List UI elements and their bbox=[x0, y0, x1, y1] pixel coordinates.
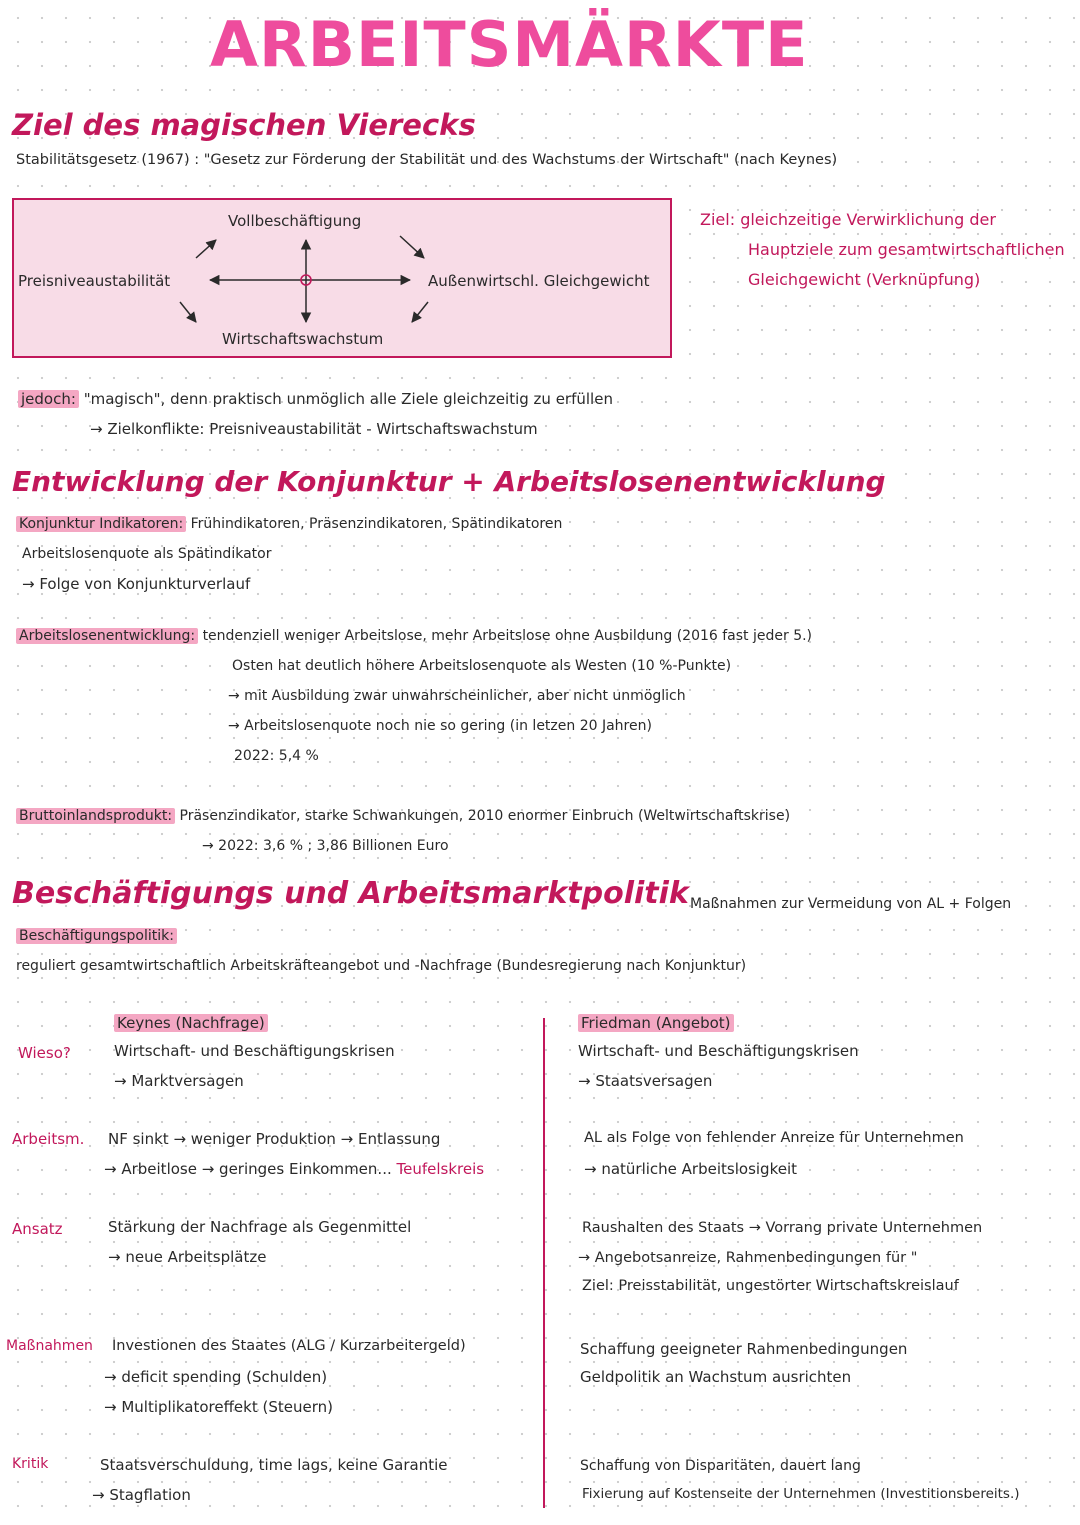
keynes-wieso-1: Wirtschaft- und Beschäftigungskrisen bbox=[114, 1042, 395, 1060]
ziel-label: Ziel: bbox=[700, 210, 736, 229]
al-text-4: → Arbeitslosenquote noch nie so gering (in letzen 20 Jahren) bbox=[228, 718, 652, 734]
friedman-arbeitsm-1: AL als Folge von fehlender Anreize für Unternehmen bbox=[584, 1130, 964, 1146]
teufelskreis: Teufelskreis bbox=[396, 1160, 485, 1178]
column-divider bbox=[543, 1018, 545, 1508]
ziel-line-1 bbox=[700, 210, 996, 229]
bip-2022: → 2022: 3,6 % ; 3,86 Billionen Euro bbox=[202, 838, 449, 854]
friedman-massnahmen-2: Geldpolitik an Wachstum ausrichten bbox=[580, 1368, 852, 1386]
keynes-massnahmen-3: → Multiplikatoreffekt (Steuern) bbox=[104, 1398, 333, 1416]
bip-line bbox=[16, 808, 790, 824]
beschaeftigungspolitik-label-row bbox=[16, 928, 177, 944]
heading-konjunktur: Entwicklung der Konjunktur + Arbeitslosenentwicklung bbox=[12, 465, 886, 498]
zielkonflikte-text: → Zielkonflikte: Preisniveaustabilität - Wirtschaftswachstum bbox=[90, 420, 538, 438]
row-label-kritik: Kritik bbox=[12, 1456, 49, 1472]
al-line-1 bbox=[16, 628, 812, 644]
keynes-ansatz-2: → neue Arbeitsplätze bbox=[108, 1248, 267, 1266]
indikatoren-label: Konjunktur Indikatoren: bbox=[16, 516, 186, 532]
stabilitaetsgesetz-text: Stabilitätsgesetz (1967) : "Gesetz zur Förderung der Stabilität und des Wachstums der Wirtschaft" (nach Keynes) bbox=[16, 152, 838, 168]
alq-spaetindikator: Arbeitslosenquote als Spätindikator bbox=[22, 546, 272, 562]
keynes-arbeitsm-2: → Arbeitlose → geringes Einkommen... bbox=[104, 1160, 392, 1178]
keynes-ansatz-1: Stärkung der Nachfrage als Gegenmittel bbox=[108, 1218, 412, 1236]
jedoch-text: "magisch", denn praktisch unmöglich alle Ziele gleichzeitig zu erfüllen bbox=[83, 390, 613, 408]
friedman-wieso-2: → Staatsversagen bbox=[578, 1072, 713, 1090]
ziel-text-1: gleichzeitige Verwirklichung der bbox=[740, 210, 996, 229]
friedman-ansatz-3: Ziel: Preisstabilität, ungestörter Wirtschaftskreislauf bbox=[582, 1278, 959, 1294]
friedman-kritik-2: Fixierung auf Kostenseite der Unternehmen (Investitionsbereits.) bbox=[582, 1486, 1020, 1502]
beschaeftigungspolitik-label: Beschäftigungspolitik: bbox=[16, 928, 177, 944]
row-label-wieso: Wieso? bbox=[18, 1044, 71, 1062]
row-label-ansatz: Ansatz bbox=[12, 1220, 63, 1238]
heading-arbeitsmarktpolitik: Beschäftigungs und Arbeitsmarktpolitik bbox=[12, 876, 689, 911]
goal-preisniveaustabilitaet: Preisniveaustabilität bbox=[18, 272, 171, 290]
friedman-arbeitsm-2: → natürliche Arbeitslosigkeit bbox=[584, 1160, 797, 1178]
goal-wirtschaftswachstum: Wirtschaftswachstum bbox=[222, 330, 384, 348]
beschaeftigungspolitik-text: reguliert gesamtwirtschaftlich Arbeitskräfteangebot und -Nachfrage (Bundesregierung nach Konjunktur) bbox=[16, 958, 747, 974]
al-text-5: 2022: 5,4 % bbox=[234, 748, 319, 764]
keynes-wieso-2: → Marktversagen bbox=[114, 1072, 244, 1090]
al-label: Arbeitslosenentwicklung: bbox=[16, 628, 198, 644]
goal-aussenwirtschaft: Außenwirtschl. Gleichgewicht bbox=[428, 272, 650, 290]
keynes-kritik-1: Staatsverschuldung, time lags, keine Garantie bbox=[100, 1456, 448, 1474]
page-title: ARBEITSMÄRKTE bbox=[210, 8, 809, 81]
friedman-kritik-1: Schaffung von Disparitäten, dauert lang bbox=[580, 1458, 861, 1474]
jedoch-line bbox=[18, 390, 613, 408]
keynes-kritik-2: → Stagflation bbox=[92, 1486, 191, 1504]
keynes-heading-text: Keynes (Nachfrage) bbox=[114, 1014, 268, 1032]
friedman-heading bbox=[578, 1014, 734, 1032]
row-label-massnahmen: Maßnahmen bbox=[6, 1338, 93, 1354]
friedman-heading-text: Friedman (Angebot) bbox=[578, 1014, 734, 1032]
indikatoren-line bbox=[16, 516, 562, 532]
ziel-line-2: Hauptziele zum gesamtwirtschaftlichen bbox=[748, 240, 1065, 259]
keynes-arbeitsm-2-row bbox=[104, 1160, 484, 1178]
al-text-3: → mit Ausbildung zwar unwahrscheinlicher, aber nicht unmöglich bbox=[228, 688, 686, 704]
keynes-heading bbox=[114, 1014, 268, 1032]
jedoch-label: jedoch: bbox=[18, 390, 79, 408]
friedman-massnahmen-1: Schaffung geeigneter Rahmenbedingungen bbox=[580, 1340, 908, 1358]
folge-konjunktur: → Folge von Konjunkturverlauf bbox=[22, 575, 251, 593]
friedman-ansatz-2: → Angebotsanreize, Rahmenbedingungen für " bbox=[578, 1250, 918, 1266]
goal-vollbeschaeftigung: Vollbeschäftigung bbox=[228, 212, 362, 230]
friedman-wieso-1: Wirtschaft- und Beschäftigungskrisen bbox=[578, 1042, 859, 1060]
al-text-1: tendenziell weniger Arbeitslose, mehr Arbeitslose ohne Ausbildung (2016 fast jeder 5.) bbox=[202, 628, 813, 644]
bip-text: Präsenzindikator, starke Schwankungen, 2010 enormer Einbruch (Weltwirtschaftskrise) bbox=[179, 808, 791, 824]
indikatoren-text: Frühindikatoren, Präsenzindikatoren, Spätindikatoren bbox=[190, 516, 563, 532]
keynes-arbeitsm-1: NF sinkt → weniger Produktion → Entlassung bbox=[108, 1130, 441, 1148]
keynes-massnahmen-1: Investionen des Staates (ALG / Kurzarbeitergeld) bbox=[112, 1338, 466, 1354]
heading-note: Maßnahmen zur Vermeidung von AL + Folgen bbox=[690, 896, 1012, 912]
heading-magisches-viereck: Ziel des magischen Vierecks bbox=[12, 108, 476, 142]
bip-label: Bruttoinlandsprodukt: bbox=[16, 808, 175, 824]
ziel-line-3: Gleichgewicht (Verknüpfung) bbox=[748, 270, 981, 289]
al-text-2: Osten hat deutlich höhere Arbeitslosenquote als Westen (10 %-Punkte) bbox=[232, 658, 732, 674]
friedman-ansatz-1: Raushalten des Staats → Vorrang private Unternehmen bbox=[582, 1220, 983, 1236]
row-label-arbeitsm: Arbeitsm. bbox=[12, 1130, 85, 1148]
keynes-massnahmen-2: → deficit spending (Schulden) bbox=[104, 1368, 328, 1386]
